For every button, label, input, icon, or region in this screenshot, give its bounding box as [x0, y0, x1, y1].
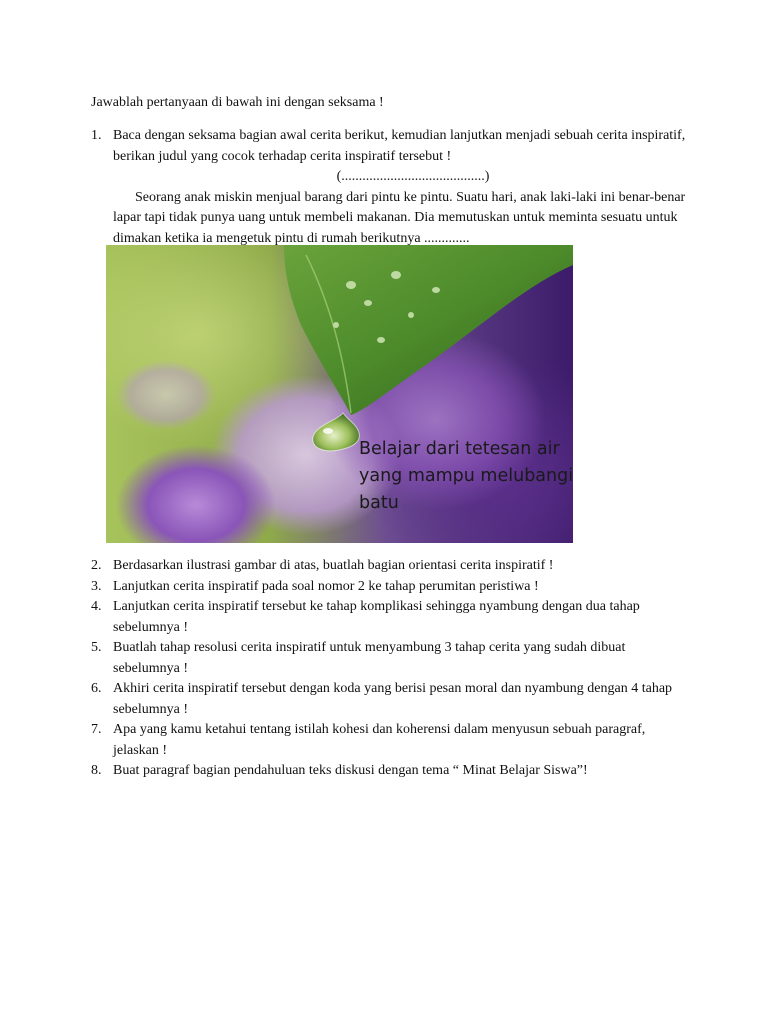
question-number: 7.: [91, 722, 102, 737]
question-1-prompt: Baca dengan seksama bagian awal cerita berikut, kemudian lanjutkan menjadi sebuah cerita inspiratif, berikan judul yang cocok terhadap cerita inspiratif tersebut !: [113, 128, 686, 164]
list-item: [91, 761, 691, 782]
question-number: 3.: [91, 578, 102, 594]
question-1-body: [113, 126, 691, 249]
question-number: 4.: [91, 599, 102, 614]
caption-line: Belajar dari tetesan air: [359, 439, 560, 459]
list-item: [91, 720, 691, 761]
question-number: 2.: [91, 558, 102, 573]
question-text: Berdasarkan ilustrasi gambar di atas, buatlah bagian orientasi cerita inspiratif !: [113, 558, 554, 573]
caption-line: batu: [359, 493, 399, 513]
caption-line: yang mampu melubangi: [359, 466, 573, 486]
list-item: [91, 577, 691, 598]
story-title-blank: (.........................................): [336, 169, 490, 184]
question-number: 5.: [91, 640, 102, 655]
question-number: 8.: [91, 763, 102, 778]
question-text: Lanjutkan cerita inspiratif pada soal nomor 2 ke tahap perumitan peristiwa !: [113, 578, 539, 594]
question-number: 1.: [91, 128, 102, 143]
question-list: [91, 556, 691, 782]
question-text: Buatlah tahap resolusi cerita inspiratif untuk menyambung 3 tahap cerita yang sudah dibuat sebelumnya !: [113, 640, 626, 676]
list-item: [91, 679, 691, 720]
question-text: Buat paragraf bagian pendahuluan teks diskusi dengan tema “ Minat Belajar Siswa”!: [113, 763, 588, 778]
story-opening: Seorang anak miskin menjual barang dari pintu ke pintu. Suatu hari, anak laki-laki ini benar-benar lapar tapi tidak punya uang untuk membeli makanan. Dia memutuskan untuk meminta sesuatu untuk dimakan ketika ia mengetuk pintu di rumah berikutnya .............: [113, 189, 686, 246]
list-item: [91, 597, 691, 638]
list-item: [91, 638, 691, 679]
question-1: [91, 126, 691, 249]
water-drop-illustration: [106, 245, 573, 543]
question-text: Lanjutkan cerita inspiratif tersebut ke tahap komplikasi sehingga nyambung dengan dua tahap sebelumnya !: [113, 599, 640, 635]
question-text: Apa yang kamu ketahui tentang istilah kohesi dan koherensi dalam menyusun sebuah paragraf, jelaskan !: [113, 722, 646, 758]
list-item: [91, 556, 691, 577]
question-number: 6.: [91, 681, 102, 696]
instruction-text: Jawablah pertanyaan di bawah ini dengan seksama !: [91, 95, 384, 110]
question-text: Akhiri cerita inspiratif tersebut dengan koda yang berisi pesan moral dan nyambung dengan 4 tahap sebelumnya !: [113, 681, 673, 717]
